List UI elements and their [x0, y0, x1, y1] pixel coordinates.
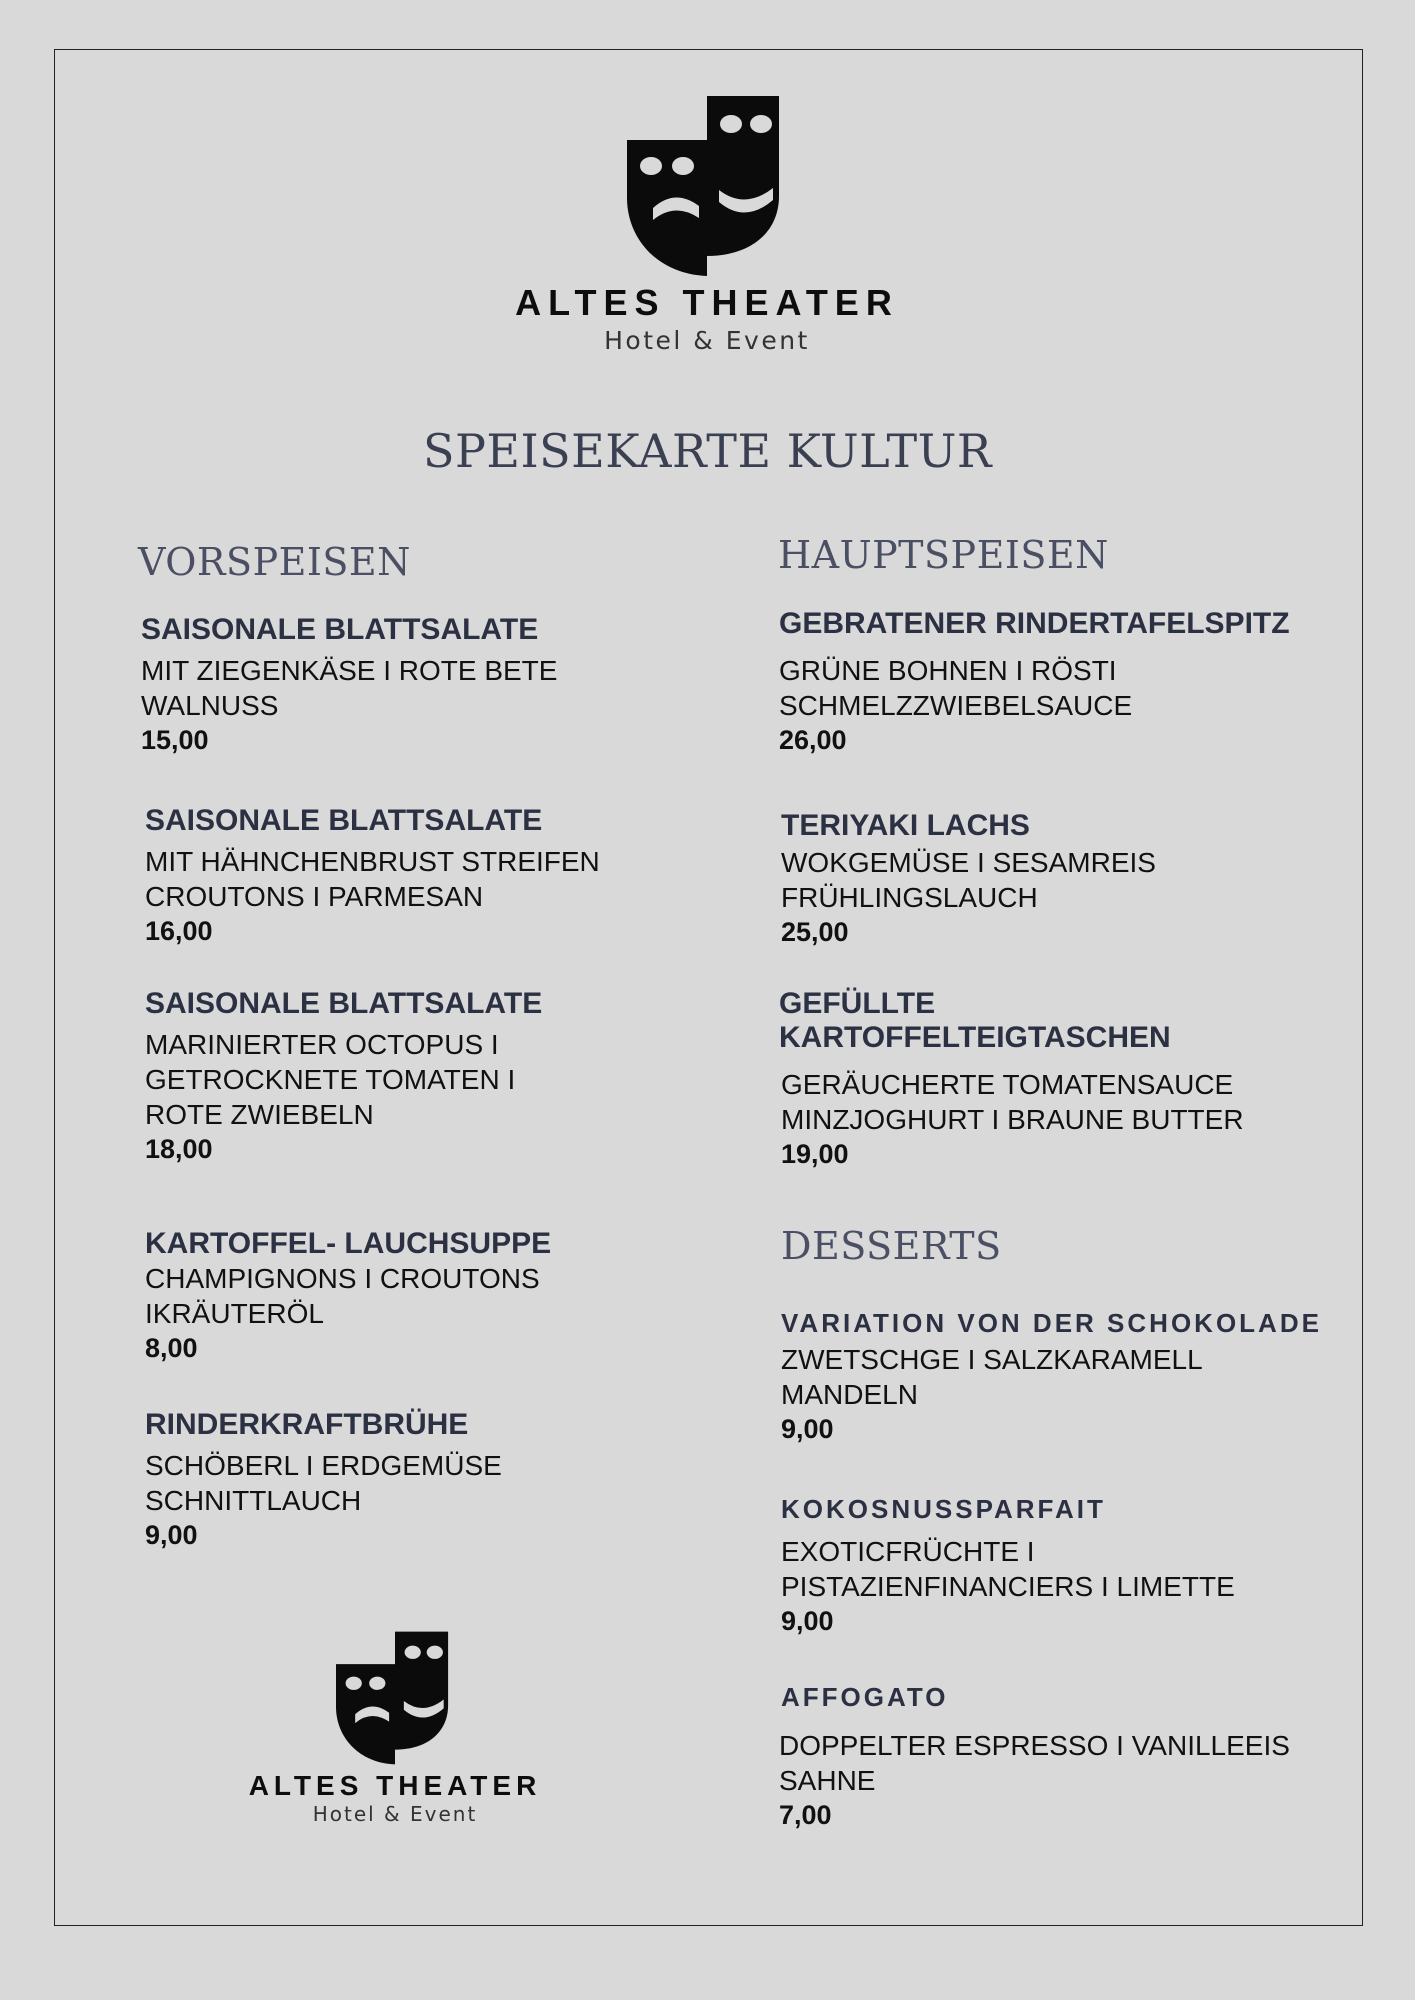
item-description: CHAMPIGNONS I CROUTONS IKRÄUTERÖL	[145, 1263, 540, 1329]
item-name: SAISONALE BLATTSALATE	[145, 987, 543, 1020]
menu-item	[781, 1680, 1361, 1833]
section-title-vorspeisen: VORSPEISEN	[138, 540, 411, 584]
menu-item	[145, 1408, 705, 1553]
item-description: SCHÖBERL I ERDGEMÜSE SCHNITTLAUCH	[145, 1450, 502, 1516]
section-title-hauptspeisen: HAUPTSPEISEN	[778, 533, 1109, 577]
logo-bottom	[195, 1628, 595, 1826]
brand-name: ALTES THEATER	[515, 282, 899, 323]
item-name: TERIYAKI LACHS	[781, 809, 1030, 842]
item-price: 18,00	[145, 1134, 213, 1164]
item-name: GEBRATENER RINDERTAFELSPITZ	[779, 607, 1290, 640]
item-price: 26,00	[779, 725, 847, 755]
menu-item	[779, 607, 1359, 758]
theater-masks-icon	[627, 96, 787, 276]
item-description: MARINIERTER OCTOPUS I GETROCKNETE TOMATEN I ROTE ZWIEBELN	[145, 1029, 516, 1130]
item-name: KARTOFFEL- LAUCHSUPPE	[145, 1227, 552, 1260]
theater-masks-icon	[336, 1628, 454, 1768]
item-price: 19,00	[781, 1139, 849, 1169]
brand-name: ALTES THEATER	[248, 1770, 542, 1801]
menu-item	[141, 613, 701, 758]
item-price: 9,00	[781, 1414, 834, 1444]
brand-subtitle: Hotel & Event	[312, 1802, 478, 1826]
item-name: RINDERKRAFTBRÜHE	[145, 1408, 469, 1441]
item-price: 8,00	[145, 1333, 198, 1363]
item-name: SAISONALE BLATTSALATE	[141, 613, 539, 646]
item-description: MIT HÄHNCHENBRUST STREIFEN CROUTONS I PARMESAN	[145, 846, 600, 912]
item-price: 15,00	[141, 725, 209, 755]
item-description: DOPPELTER ESPRESSO I VANILLEEIS SAHNE	[779, 1730, 1290, 1796]
item-description: GERÄUCHERTE TOMATENSAUCE MINZJOGHURT I BRAUNE BUTTER	[781, 1069, 1244, 1135]
item-description: WOKGEMÜSE I SESAMREIS FRÜHLINGSLAUCH	[781, 847, 1156, 913]
item-price: 25,00	[781, 917, 849, 947]
menu-item	[781, 1306, 1361, 1447]
menu-item	[779, 987, 1339, 1172]
item-name: AFFOGATO	[781, 1682, 949, 1712]
item-price: 9,00	[781, 1606, 834, 1636]
item-name: KOKOSNUSSPARFAIT	[781, 1494, 1106, 1524]
item-name: GEFÜLLTE KARTOFFELTEIGTASCHEN	[779, 987, 1171, 1054]
item-description: MIT ZIEGENKÄSE I ROTE BETE WALNUSS	[141, 655, 558, 721]
item-name: VARIATION VON DER SCHOKOLADE	[781, 1308, 1322, 1338]
menu-item	[145, 1227, 705, 1366]
section-title-desserts: DESSERTS	[781, 1224, 1002, 1268]
item-price: 7,00	[779, 1800, 832, 1830]
menu-item	[781, 809, 1341, 950]
item-price: 16,00	[145, 916, 213, 946]
menu-item	[145, 804, 705, 949]
logo-top	[457, 96, 957, 355]
item-description: GRÜNE BOHNEN I RÖSTI SCHMELZZWIEBELSAUCE	[779, 655, 1133, 721]
item-name: SAISONALE BLATTSALATE	[145, 804, 543, 837]
menu-item	[781, 1492, 1341, 1639]
brand-subtitle: Hotel & Event	[604, 326, 810, 355]
menu-title: SPEISEKARTE KULTUR	[422, 424, 993, 478]
item-description: EXOTICFRÜCHTE I PISTAZIENFINANCIERS I LIMETTE	[781, 1536, 1235, 1602]
menu-item	[145, 987, 705, 1167]
item-price: 9,00	[145, 1520, 198, 1550]
item-description: ZWETSCHGE I SALZKARAMELL MANDELN	[781, 1344, 1203, 1410]
